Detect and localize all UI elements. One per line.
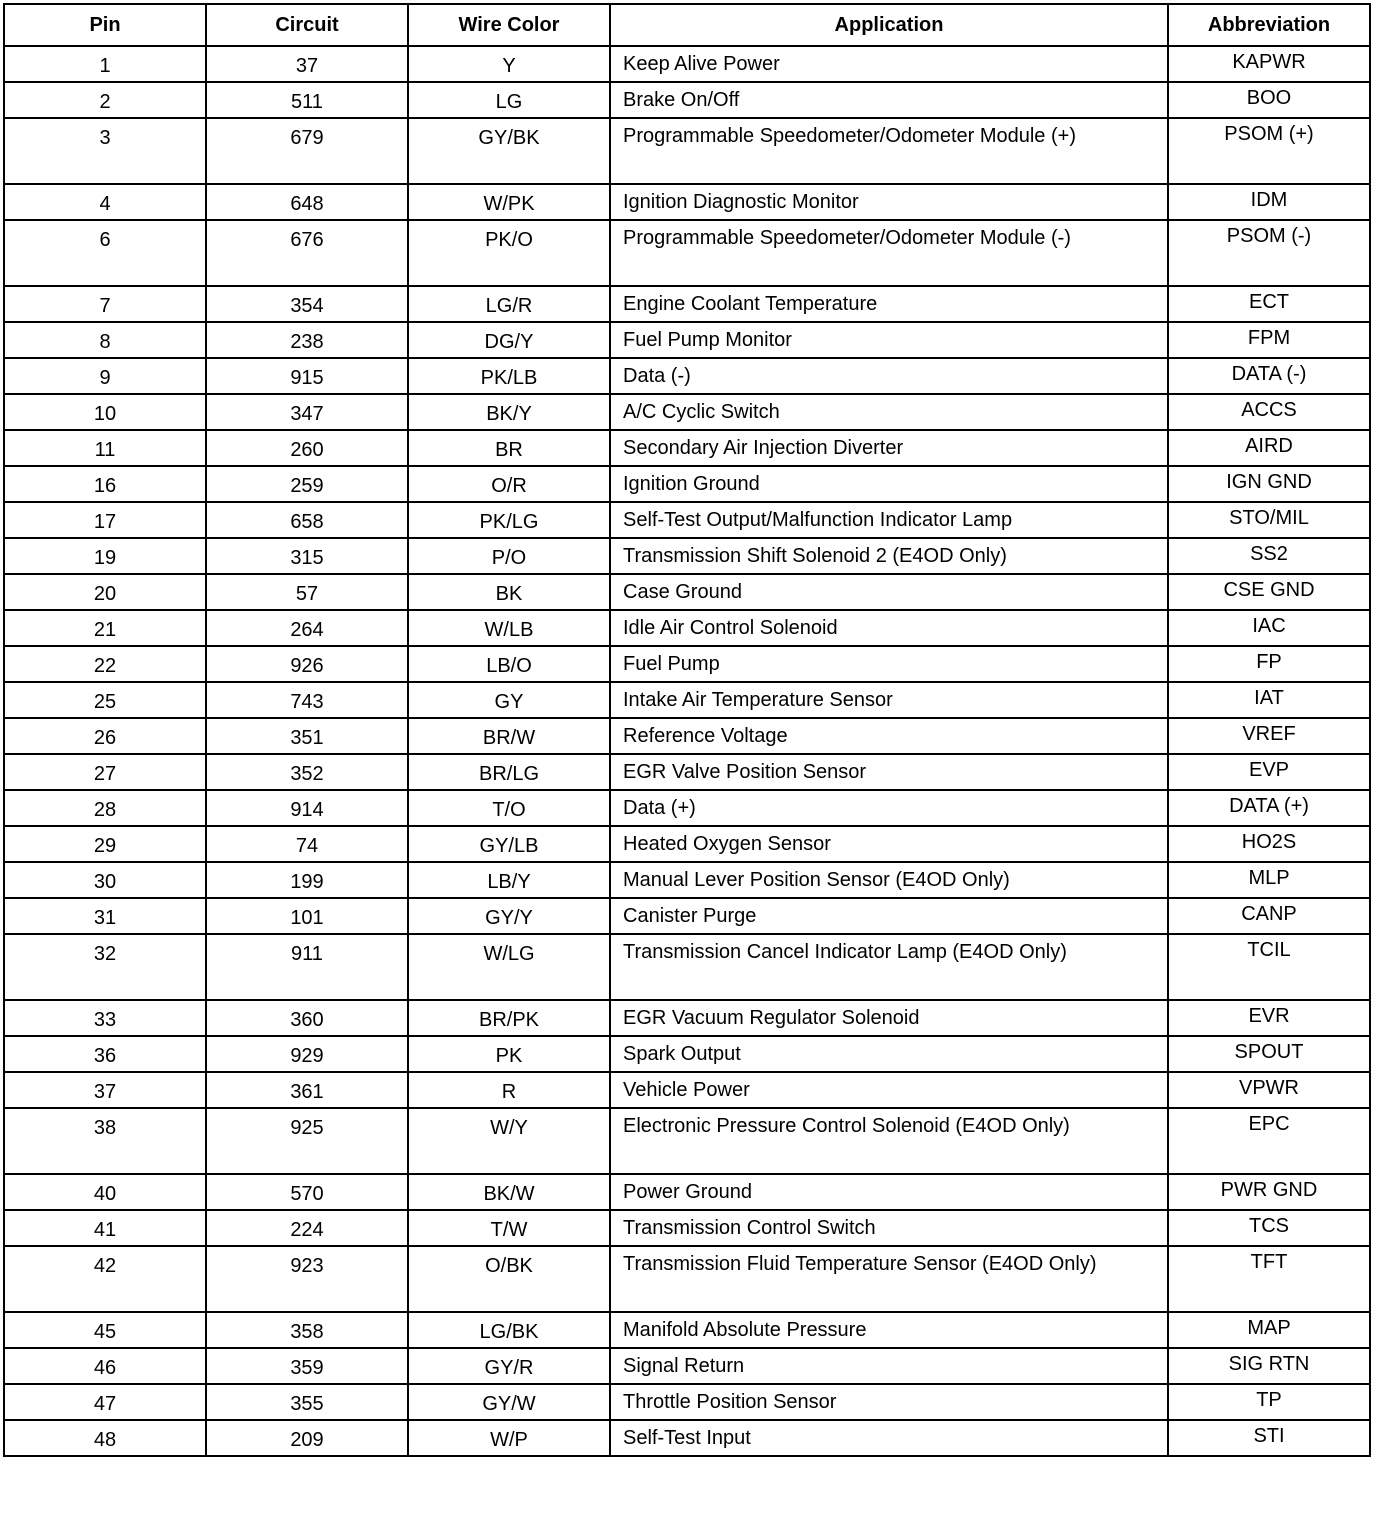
table-row (4, 322, 1370, 358)
cell-wire: O/R (408, 466, 610, 502)
cell-circuit: 570 (206, 1174, 408, 1210)
cell-pin: 46 (4, 1348, 206, 1384)
cell-wire: LB/O (408, 646, 610, 682)
cell-wire: BR (408, 430, 610, 466)
table-row (4, 682, 1370, 718)
cell-app: Canister Purge (610, 898, 1168, 934)
cell-wire: W/LG (408, 934, 610, 1000)
cell-app: Keep Alive Power (610, 46, 1168, 82)
cell-abbr: VPWR (1168, 1072, 1370, 1108)
cell-abbr: KAPWR (1168, 46, 1370, 82)
table-row (4, 118, 1370, 184)
cell-pin: 36 (4, 1036, 206, 1072)
cell-pin: 38 (4, 1108, 206, 1174)
cell-wire: DG/Y (408, 322, 610, 358)
table-row (4, 898, 1370, 934)
cell-circuit: 352 (206, 754, 408, 790)
table-row (4, 574, 1370, 610)
cell-abbr: CANP (1168, 898, 1370, 934)
cell-app: EGR Vacuum Regulator Solenoid (610, 1000, 1168, 1036)
cell-pin: 32 (4, 934, 206, 1000)
header-circuit: Circuit (206, 4, 408, 46)
cell-pin: 6 (4, 220, 206, 286)
cell-pin: 16 (4, 466, 206, 502)
cell-wire: O/BK (408, 1246, 610, 1312)
cell-app: A/C Cyclic Switch (610, 394, 1168, 430)
cell-app: Reference Voltage (610, 718, 1168, 754)
cell-circuit: 923 (206, 1246, 408, 1312)
cell-app: Brake On/Off (610, 82, 1168, 118)
cell-app: Fuel Pump (610, 646, 1168, 682)
table-row (4, 502, 1370, 538)
cell-wire: GY/Y (408, 898, 610, 934)
cell-pin: 48 (4, 1420, 206, 1456)
pin-table (3, 3, 1371, 1457)
table-row (4, 1210, 1370, 1246)
table-row (4, 754, 1370, 790)
cell-pin: 9 (4, 358, 206, 394)
cell-circuit: 360 (206, 1000, 408, 1036)
cell-abbr: PWR GND (1168, 1174, 1370, 1210)
cell-wire: PK/LG (408, 502, 610, 538)
cell-abbr: TP (1168, 1384, 1370, 1420)
cell-abbr: EVP (1168, 754, 1370, 790)
cell-circuit: 925 (206, 1108, 408, 1174)
cell-abbr: IAT (1168, 682, 1370, 718)
cell-pin: 29 (4, 826, 206, 862)
cell-abbr: STO/MIL (1168, 502, 1370, 538)
cell-wire: Y (408, 46, 610, 82)
cell-abbr: AIRD (1168, 430, 1370, 466)
cell-abbr: MLP (1168, 862, 1370, 898)
cell-app: Self-Test Input (610, 1420, 1168, 1456)
cell-abbr: ACCS (1168, 394, 1370, 430)
cell-circuit: 679 (206, 118, 408, 184)
cell-wire: T/W (408, 1210, 610, 1246)
cell-abbr: STI (1168, 1420, 1370, 1456)
cell-pin: 17 (4, 502, 206, 538)
table-row (4, 1000, 1370, 1036)
cell-circuit: 347 (206, 394, 408, 430)
cell-pin: 25 (4, 682, 206, 718)
cell-circuit: 238 (206, 322, 408, 358)
cell-app: Electronic Pressure Control Solenoid (E4OD Only) (610, 1108, 1168, 1174)
cell-circuit: 511 (206, 82, 408, 118)
cell-abbr: SIG RTN (1168, 1348, 1370, 1384)
cell-app: Transmission Control Switch (610, 1210, 1168, 1246)
cell-wire: PK/O (408, 220, 610, 286)
cell-pin: 22 (4, 646, 206, 682)
cell-abbr: EVR (1168, 1000, 1370, 1036)
cell-app: Self-Test Output/Malfunction Indicator Lamp (610, 502, 1168, 538)
cell-wire: GY/BK (408, 118, 610, 184)
cell-circuit: 209 (206, 1420, 408, 1456)
cell-circuit: 361 (206, 1072, 408, 1108)
table-row (4, 430, 1370, 466)
table-row (4, 82, 1370, 118)
header-pin: Pin (4, 4, 206, 46)
table-row (4, 286, 1370, 322)
cell-app: Power Ground (610, 1174, 1168, 1210)
cell-wire: BR/W (408, 718, 610, 754)
table-row (4, 610, 1370, 646)
cell-wire: BK/Y (408, 394, 610, 430)
cell-abbr: IAC (1168, 610, 1370, 646)
cell-wire: BR/PK (408, 1000, 610, 1036)
cell-circuit: 354 (206, 286, 408, 322)
cell-circuit: 648 (206, 184, 408, 220)
header-abbreviation: Abbreviation (1168, 4, 1370, 46)
cell-app: Secondary Air Injection Diverter (610, 430, 1168, 466)
cell-pin: 10 (4, 394, 206, 430)
cell-circuit: 74 (206, 826, 408, 862)
cell-circuit: 264 (206, 610, 408, 646)
cell-wire: LG/R (408, 286, 610, 322)
cell-abbr: FPM (1168, 322, 1370, 358)
cell-circuit: 915 (206, 358, 408, 394)
cell-wire: BR/LG (408, 754, 610, 790)
cell-abbr: EPC (1168, 1108, 1370, 1174)
cell-app: Ignition Ground (610, 466, 1168, 502)
cell-wire: PK (408, 1036, 610, 1072)
cell-pin: 27 (4, 754, 206, 790)
cell-pin: 40 (4, 1174, 206, 1210)
table-row (4, 718, 1370, 754)
cell-abbr: MAP (1168, 1312, 1370, 1348)
cell-wire: PK/LB (408, 358, 610, 394)
cell-circuit: 358 (206, 1312, 408, 1348)
cell-wire: W/PK (408, 184, 610, 220)
cell-circuit: 929 (206, 1036, 408, 1072)
table-row (4, 1420, 1370, 1456)
cell-circuit: 259 (206, 466, 408, 502)
cell-app: Intake Air Temperature Sensor (610, 682, 1168, 718)
cell-app: Manual Lever Position Sensor (E4OD Only) (610, 862, 1168, 898)
cell-wire: LG (408, 82, 610, 118)
cell-pin: 3 (4, 118, 206, 184)
cell-pin: 26 (4, 718, 206, 754)
cell-wire: GY (408, 682, 610, 718)
table-row (4, 1348, 1370, 1384)
cell-circuit: 57 (206, 574, 408, 610)
table-row (4, 394, 1370, 430)
cell-circuit: 199 (206, 862, 408, 898)
cell-circuit: 260 (206, 430, 408, 466)
cell-app: Signal Return (610, 1348, 1168, 1384)
cell-app: Data (-) (610, 358, 1168, 394)
cell-abbr: PSOM (+) (1168, 118, 1370, 184)
cell-circuit: 658 (206, 502, 408, 538)
cell-pin: 31 (4, 898, 206, 934)
cell-app: Engine Coolant Temperature (610, 286, 1168, 322)
cell-pin: 11 (4, 430, 206, 466)
cell-wire: W/LB (408, 610, 610, 646)
table-row (4, 1108, 1370, 1174)
cell-app: Manifold Absolute Pressure (610, 1312, 1168, 1348)
header-row (4, 4, 1370, 46)
cell-abbr: SS2 (1168, 538, 1370, 574)
cell-app: Transmission Fluid Temperature Sensor (E4OD Only) (610, 1246, 1168, 1312)
cell-app: Programmable Speedometer/Odometer Module (+) (610, 118, 1168, 184)
cell-pin: 47 (4, 1384, 206, 1420)
cell-pin: 21 (4, 610, 206, 646)
cell-abbr: SPOUT (1168, 1036, 1370, 1072)
cell-circuit: 101 (206, 898, 408, 934)
cell-app: Case Ground (610, 574, 1168, 610)
cell-abbr: BOO (1168, 82, 1370, 118)
table-row (4, 184, 1370, 220)
cell-circuit: 676 (206, 220, 408, 286)
cell-circuit: 37 (206, 46, 408, 82)
cell-circuit: 743 (206, 682, 408, 718)
cell-abbr: HO2S (1168, 826, 1370, 862)
table-row (4, 1072, 1370, 1108)
cell-circuit: 351 (206, 718, 408, 754)
header-application: Application (610, 4, 1168, 46)
table-row (4, 1036, 1370, 1072)
cell-abbr: VREF (1168, 718, 1370, 754)
table-row (4, 538, 1370, 574)
table-row (4, 826, 1370, 862)
table-row (4, 46, 1370, 82)
cell-circuit: 914 (206, 790, 408, 826)
cell-wire: T/O (408, 790, 610, 826)
cell-pin: 42 (4, 1246, 206, 1312)
cell-abbr: DATA (-) (1168, 358, 1370, 394)
cell-pin: 19 (4, 538, 206, 574)
cell-wire: GY/W (408, 1384, 610, 1420)
cell-wire: W/P (408, 1420, 610, 1456)
cell-app: Vehicle Power (610, 1072, 1168, 1108)
cell-wire: LG/BK (408, 1312, 610, 1348)
cell-app: Heated Oxygen Sensor (610, 826, 1168, 862)
table-row (4, 1174, 1370, 1210)
cell-pin: 33 (4, 1000, 206, 1036)
cell-abbr: IGN GND (1168, 466, 1370, 502)
cell-circuit: 315 (206, 538, 408, 574)
cell-pin: 37 (4, 1072, 206, 1108)
cell-pin: 20 (4, 574, 206, 610)
cell-app: Transmission Shift Solenoid 2 (E4OD Only) (610, 538, 1168, 574)
cell-pin: 4 (4, 184, 206, 220)
table-row (4, 466, 1370, 502)
table-row (4, 646, 1370, 682)
cell-circuit: 355 (206, 1384, 408, 1420)
cell-app: Transmission Cancel Indicator Lamp (E4OD Only) (610, 934, 1168, 1000)
table-row (4, 862, 1370, 898)
table-row (4, 1312, 1370, 1348)
cell-wire: BK/W (408, 1174, 610, 1210)
table-row (4, 1246, 1370, 1312)
cell-circuit: 224 (206, 1210, 408, 1246)
cell-app: EGR Valve Position Sensor (610, 754, 1168, 790)
cell-pin: 7 (4, 286, 206, 322)
cell-abbr: CSE GND (1168, 574, 1370, 610)
cell-wire: GY/LB (408, 826, 610, 862)
table-row (4, 934, 1370, 1000)
cell-pin: 8 (4, 322, 206, 358)
cell-app: Spark Output (610, 1036, 1168, 1072)
cell-abbr: TFT (1168, 1246, 1370, 1312)
cell-app: Ignition Diagnostic Monitor (610, 184, 1168, 220)
cell-pin: 30 (4, 862, 206, 898)
cell-app: Idle Air Control Solenoid (610, 610, 1168, 646)
cell-abbr: FP (1168, 646, 1370, 682)
cell-wire: R (408, 1072, 610, 1108)
cell-circuit: 911 (206, 934, 408, 1000)
cell-circuit: 926 (206, 646, 408, 682)
cell-pin: 1 (4, 46, 206, 82)
cell-wire: W/Y (408, 1108, 610, 1174)
cell-abbr: TCIL (1168, 934, 1370, 1000)
cell-abbr: IDM (1168, 184, 1370, 220)
cell-wire: BK (408, 574, 610, 610)
cell-wire: LB/Y (408, 862, 610, 898)
cell-app: Programmable Speedometer/Odometer Module (-) (610, 220, 1168, 286)
cell-abbr: ECT (1168, 286, 1370, 322)
cell-pin: 41 (4, 1210, 206, 1246)
header-wire-color: Wire Color (408, 4, 610, 46)
cell-abbr: DATA (+) (1168, 790, 1370, 826)
table-row (4, 220, 1370, 286)
cell-circuit: 359 (206, 1348, 408, 1384)
cell-app: Data (+) (610, 790, 1168, 826)
table-row (4, 1384, 1370, 1420)
cell-pin: 45 (4, 1312, 206, 1348)
table-row (4, 790, 1370, 826)
cell-pin: 2 (4, 82, 206, 118)
cell-app: Throttle Position Sensor (610, 1384, 1168, 1420)
cell-pin: 28 (4, 790, 206, 826)
cell-wire: GY/R (408, 1348, 610, 1384)
table-row (4, 358, 1370, 394)
cell-abbr: PSOM (-) (1168, 220, 1370, 286)
cell-wire: P/O (408, 538, 610, 574)
cell-app: Fuel Pump Monitor (610, 322, 1168, 358)
cell-abbr: TCS (1168, 1210, 1370, 1246)
